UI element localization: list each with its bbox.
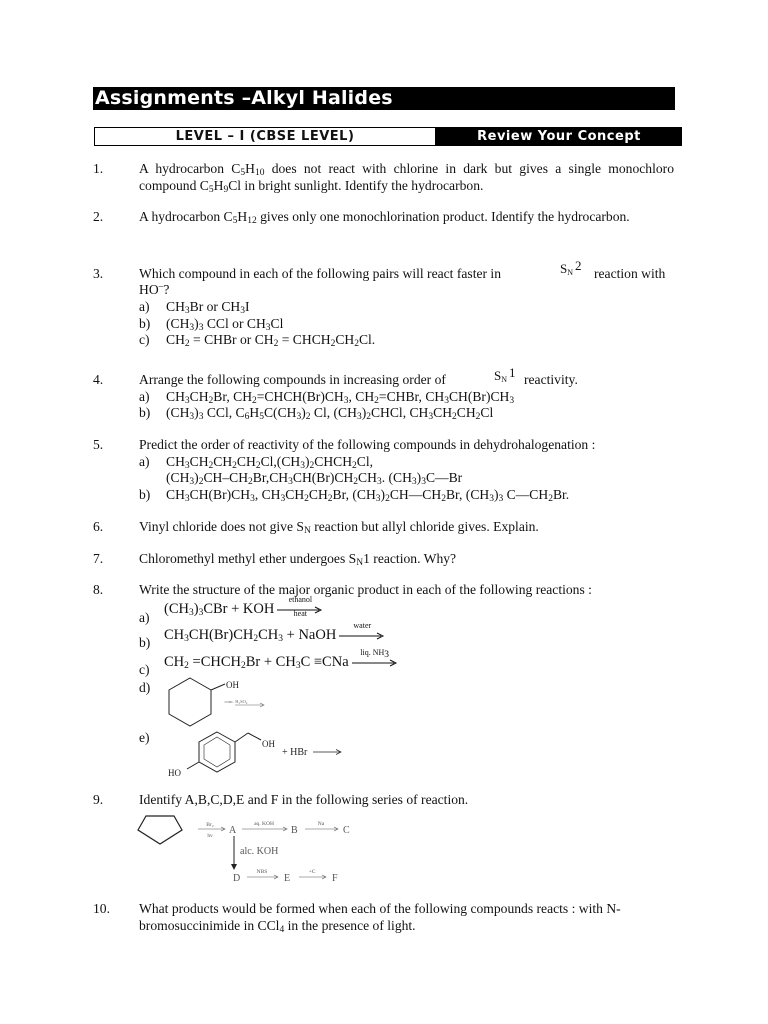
- reagent-label: +C: [308, 869, 316, 875]
- option-3c: $CH_2$ = CHBr or $CH_2$ = $CHCH_2CH_2Cl$.: [166, 332, 376, 349]
- sn1-symbol: SN 1: [494, 365, 516, 384]
- question-10-text: What products would be formed when each of the following compounds reacts : with N-bromosuccinimide in CCl$_4$ in the presence of light.: [139, 901, 621, 935]
- option-4a: $CH_3CH_2Br$, $CH_2=CHCH(Br)CH_3$, $CH_2=CHBr$, $CH_3CH(Br)CH_3$: [166, 389, 515, 406]
- hydroxyl-label: HO: [168, 768, 181, 778]
- reagent-label: NBS: [256, 869, 268, 875]
- question-3-text-end: reaction with: [594, 266, 666, 281]
- hydroxyl-label: OH: [262, 739, 275, 749]
- reaction-8a: $(CH_3)_3CBr$ + KOH ethanol heat: [164, 601, 323, 618]
- option-label: e): [139, 730, 150, 745]
- intermediate-d-label: D: [233, 873, 241, 884]
- reaction-scheme: [136, 812, 376, 886]
- question-number: 10.: [93, 901, 110, 916]
- cyclopentane-structure: [138, 816, 182, 844]
- reagent-label: Br₂: [206, 822, 214, 828]
- intermediate-f-label: F: [332, 873, 338, 884]
- option-label: a): [139, 454, 150, 469]
- option-label: a): [139, 389, 150, 404]
- cyclohexanol-structure: [165, 676, 305, 728]
- option-label: b): [139, 316, 151, 331]
- hydroxyl-label: OH: [226, 680, 239, 690]
- option-3b: $(CH_3)_3$ CCl or $CH_3Cl$: [166, 316, 284, 333]
- option-5b: $CH_3CH(Br)CH_3$, $CH_3CH_2CH_2Br$, $(CH_3)_2CH—CH_2Br$, $(CH_3)_3$ $C—CH_2Br$.: [166, 487, 570, 504]
- reagent-label: alc. KOH: [240, 846, 279, 857]
- sn2-symbol: SN 2: [560, 258, 582, 277]
- question-4-text-end: reactivity.: [524, 372, 578, 387]
- option-label: b): [139, 487, 151, 502]
- page-title: Assignments –Alkyl Halides: [93, 87, 675, 110]
- question-8-text: Write the structure of the major organic product in each of the following reactions :: [139, 582, 592, 597]
- reagent-label: Na: [317, 821, 325, 827]
- question-number: 8.: [93, 582, 104, 597]
- intermediate-b-label: B: [291, 825, 298, 836]
- option-label: a): [139, 610, 150, 625]
- reaction-condition: conc. H₂SO₄: [224, 699, 248, 704]
- intermediate-a-label: A: [229, 825, 237, 836]
- question-number: 4.: [93, 372, 104, 387]
- reaction-arrow: liq. $NH_3$: [352, 657, 398, 669]
- option-5a-line2: $(CH_3)_2CH-CH_2Br,CH_3CH(Br)CH_2CH_3$. $(CH_3)_3C—Br$: [166, 470, 463, 487]
- question-number: 9.: [93, 792, 104, 807]
- level-header: [94, 127, 682, 146]
- section-label: Review Your Concept: [436, 127, 682, 146]
- question-number: 1.: [93, 161, 104, 176]
- intermediate-c-label: C: [343, 825, 350, 836]
- question-4-text: Arrange the following compounds in increasing order of: [139, 372, 446, 387]
- option-label: a): [139, 299, 150, 314]
- question-6-text: Vinyl chloride does not give $S_N$ reaction but allyl chloride gives. Explain.: [139, 519, 539, 536]
- question-2-text: A hydrocarbon $C_5H_{12}$ gives only one monochlorination product. Identify the hydrocarbon.: [139, 209, 630, 226]
- question-number: 5.: [93, 437, 104, 452]
- condition-label: hν: [207, 833, 213, 839]
- question-number: 7.: [93, 551, 104, 566]
- question-7-text: Chloromethyl methyl ether undergoes $S_N1$ reaction. Why?: [139, 551, 457, 568]
- option-4b: $(CH_3)_3$ CCl, $C_6H_5C(CH_3)_2$ Cl, $(CH_3)_2CHCl$, $CH_3CH_2CH_2Cl$: [166, 405, 494, 422]
- reaction-8b: $CH_3CH(Br)CH_2CH_3$ + NaOH water: [164, 627, 385, 644]
- intermediate-e-label: E: [284, 873, 291, 884]
- option-label: b): [139, 635, 151, 650]
- option-label: c): [139, 332, 150, 347]
- question-9-text: Identify A,B,C,D,E and F in the following series of reaction.: [139, 792, 469, 807]
- question-1-text: A hydrocarbon $C_5H_{10}$ does not react with chlorine in dark but gives a single monochloro compound $C_5H_9Cl$ in bright sunlight. Identify the hydrocarbon.: [139, 161, 674, 195]
- option-3a: $CH_3Br$ or $CH_3I$: [166, 299, 250, 316]
- hydroxybenzyl-alcohol-structure: [165, 728, 365, 780]
- reagent-label: + HBr: [282, 747, 308, 758]
- question-3-text: Which compound in each of the following pairs will react faster in: [139, 266, 502, 281]
- question-5-text: Predict the order of reactivity of the following compounds in dehydrohalogenation :: [139, 437, 596, 452]
- question-number: 2.: [93, 209, 104, 224]
- reaction-arrow: water: [339, 630, 385, 642]
- option-label: c): [139, 662, 150, 677]
- question-number: 6.: [93, 519, 104, 534]
- question-3-hydroxide: HO–?: [139, 282, 170, 297]
- question-number: 3.: [93, 266, 104, 281]
- reagent-label: aq. KOH: [254, 821, 274, 827]
- option-label: d): [139, 680, 151, 695]
- reaction-arrow: ethanol heat: [277, 604, 323, 616]
- option-5a-line1: $CH_3CH_2CH_2CH_2Cl,(CH_3)_2CHCH_2Cl$,: [166, 454, 374, 471]
- reaction-8c: $CH_2$ $=CHCH_2Br + CH_3C \equiv CNa$ liq. $NH_3$: [164, 654, 398, 671]
- level-label: LEVEL – I (CBSE LEVEL): [94, 127, 436, 146]
- option-label: b): [139, 405, 151, 420]
